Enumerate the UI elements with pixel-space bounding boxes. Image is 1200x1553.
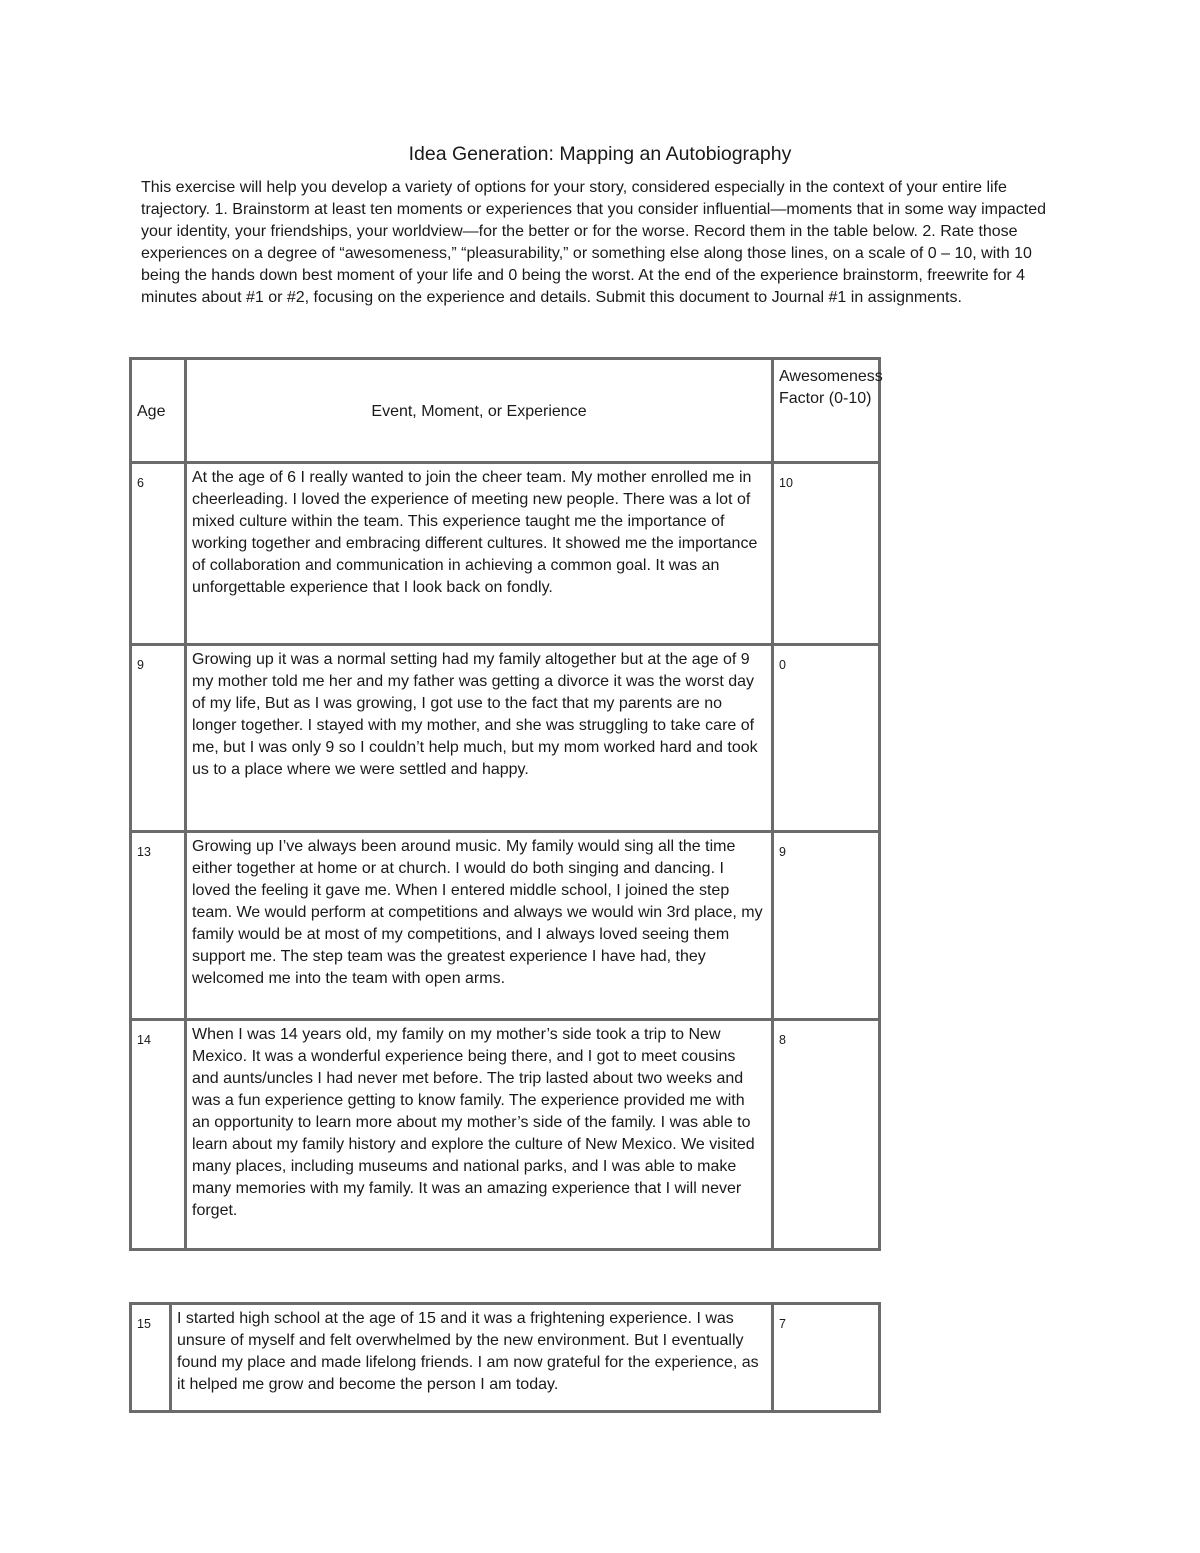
table-row (131, 645, 880, 832)
row-age: 6 (131, 463, 186, 645)
row-age: 9 (131, 645, 186, 832)
table-row (131, 1304, 880, 1412)
row-event: When I was 14 years old, my family on my mother’s side took a trip to New Mexico. It was a wonderful experience being there, and I got to meet cousins and aunts/uncles I had never met before. The trip lasted about two weeks and was a fun experience getting to know family. The experience provided me with an opportunity to learn more about my mother’s side of the family. I was able to learn about my family history and explore the culture of New Mexico. We visited many places, including museums and national parks, and I was able to make many memories with my family. It was an amazing experience that I will never forget. (186, 1020, 773, 1250)
row-age: 15 (131, 1304, 171, 1412)
row-event: Growing up it was a normal setting had my family altogether but at the age of 9 my mother told me her and my father was getting a divorce it was the worst day of my life, But as I was growing, I got use to the fact that my parents are no longer together. I stayed with my mother, and she was struggling to take care of me, but I was only 9 so I couldn’t help much, but my mom worked hard and took us to a place where we were settled and happy. (186, 645, 773, 832)
table-row (131, 463, 880, 645)
table-row (131, 1020, 880, 1250)
experience-table (129, 357, 881, 1251)
row-score: 8 (773, 1020, 880, 1250)
row-event: At the age of 6 I really wanted to join the cheer team. My mother enrolled me in cheerleading. I loved the experience of meeting new people. There was a lot of mixed culture within the team. This experience taught me the importance of working together and embracing different cultures. It showed me the importance of collaboration and communication in achieving a common goal. It was an unforgettable experience that I look back on fondly. (186, 463, 773, 645)
header-age: Age (131, 359, 186, 463)
row-score: 10 (773, 463, 880, 645)
instructions-paragraph: This exercise will help you develop a variety of options for your story, considered especially in the context of your entire life trajectory. 1. Brainstorm at least ten moments or experiences that you consider influential—moments that in some way impacted your identity, your friendships, your worldview—for the better or for the worse. Record them in the table below. 2. Rate those experiences on a degree of “awesomeness,” “pleasurability,” or something else along those lines, on a scale of 0 – 10, with 10 being the hands down best moment of your life and 0 being the worst. At the end of the experience brainstorm, freewrite for 4 minutes about #1 or #2, focusing on the experience and details. Submit this document to Journal #1 in assignments. (141, 179, 1046, 306)
row-event: I started high school at the age of 15 and it was a frightening experience. I was unsure of myself and felt overwhelmed by the new environment. But I eventually found my place and made lifelong friends. I am now grateful for the experience, as it helped me grow and become the person I am today. (171, 1304, 773, 1412)
header-awesomeness-factor: Awesomeness Factor (0-10) (773, 359, 880, 463)
row-age: 14 (131, 1020, 186, 1250)
header-event: Event, Moment, or Experience (186, 359, 773, 463)
table-header-row (131, 359, 880, 463)
page-title: Idea Generation: Mapping an Autobiography (408, 143, 792, 165)
table-row (131, 832, 880, 1020)
row-score: 7 (773, 1304, 880, 1412)
row-event: Growing up I’ve always been around music. My family would sing all the time either together at home or at church. I would do both singing and dancing. I loved the feeling it gave me. When I entered middle school, I joined the step team. We would perform at competitions and always we would win 3rd place, my family would be at most of my competitions, and I always loved seeing them support me. The step team was the greatest experience I have had, they welcomed me into the team with open arms. (186, 832, 773, 1020)
row-age: 13 (131, 832, 186, 1020)
row-score: 0 (773, 645, 880, 832)
row-score: 9 (773, 832, 880, 1020)
experience-table-continued (129, 1302, 881, 1413)
